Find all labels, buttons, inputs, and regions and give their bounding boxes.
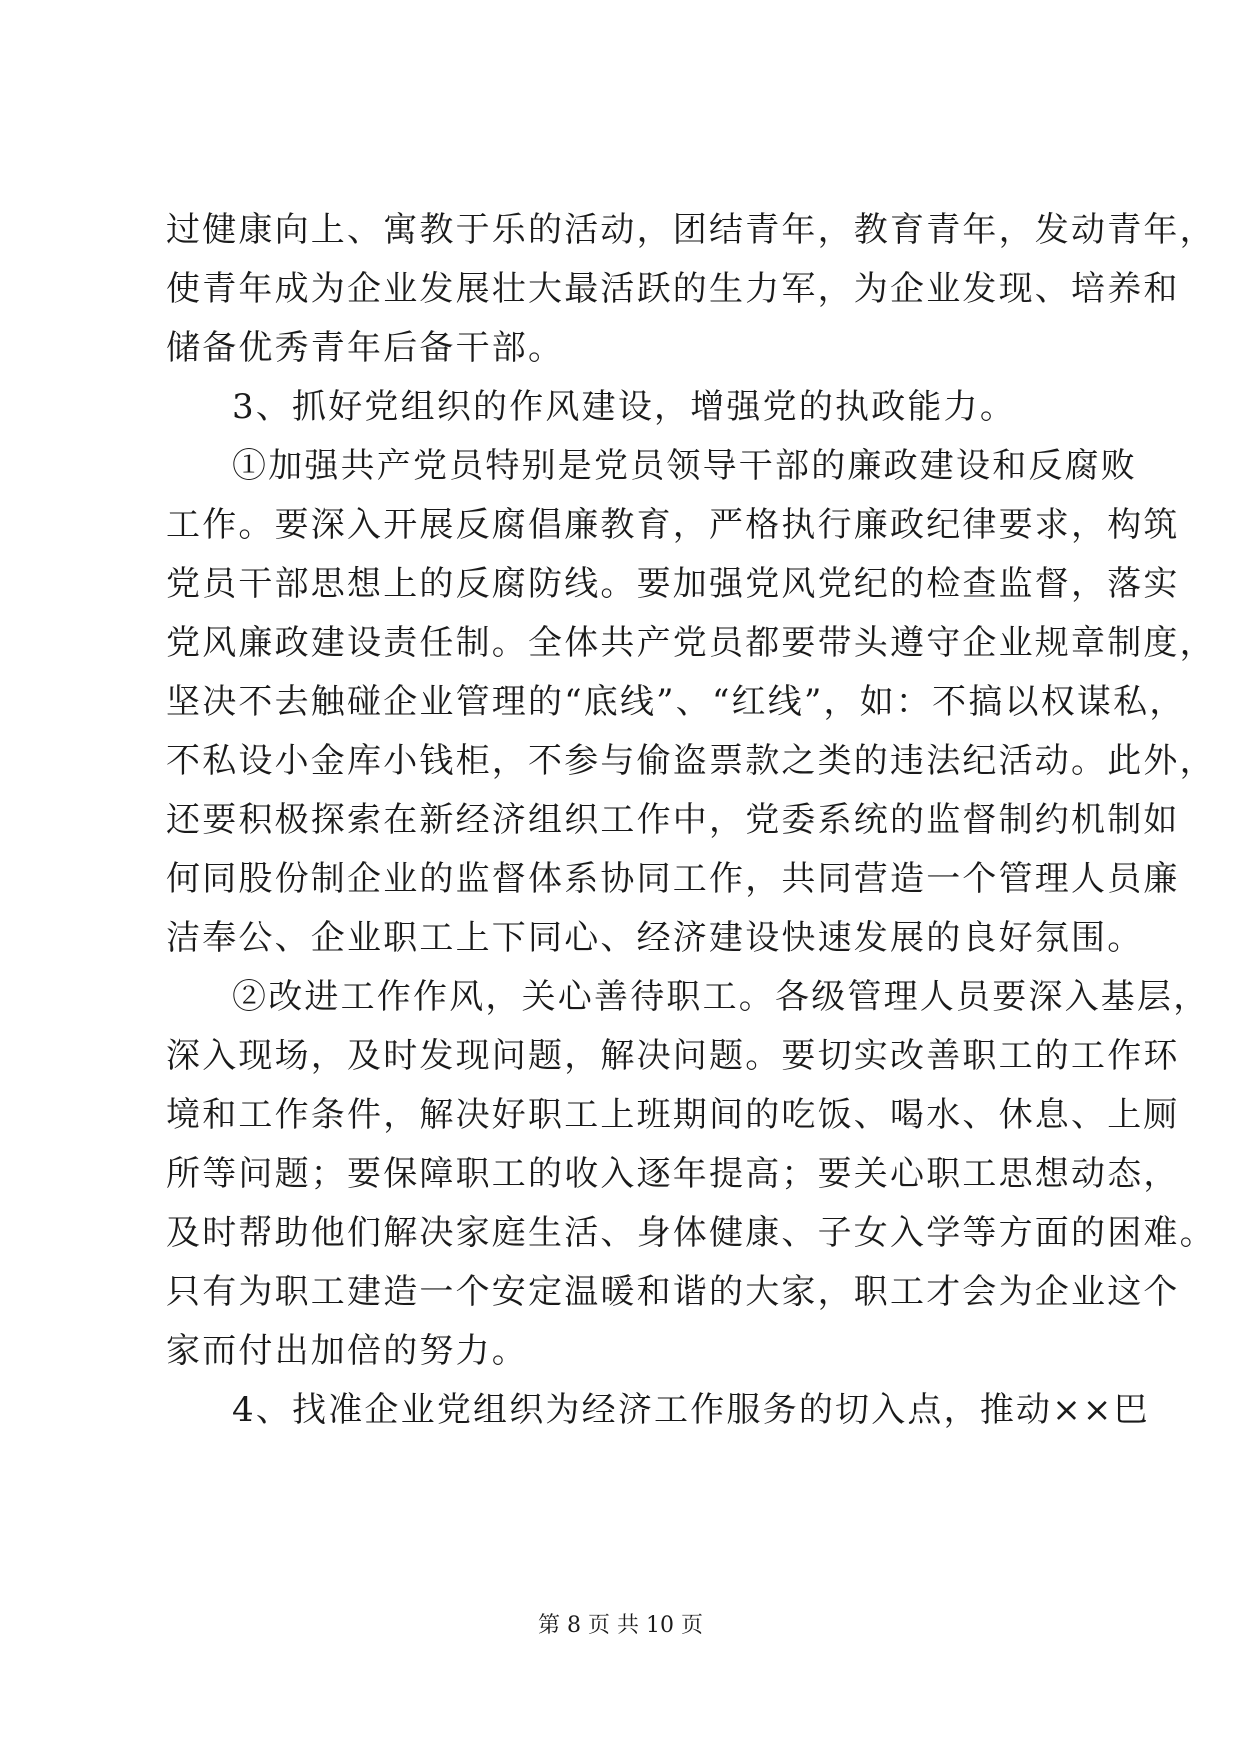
body-text-line: 境和工作条件，解决好职工上班期间的吃饭、喝水、休息、上厕 [166,1095,1180,1135]
body-text-line: 还要积极探索在新经济组织工作中，党委系统的监督制约机制如 [166,800,1180,840]
section-heading: 4、找准企业党组织为经济工作服务的切入点，推动××巴 [232,1390,1150,1430]
page-number-footer: 第 8 页 共 10 页 [538,1613,703,1638]
body-text-line: 储备优秀青年后备干部。 [166,328,565,368]
body-text-line: 过健康向上、寓教于乐的活动，团结青年，教育青年，发动青年， [166,210,1216,250]
body-text-line: 工作。要深入开展反腐倡廉教育，严格执行廉政纪律要求，构筑 [166,505,1180,545]
body-text-line: 所等问题；要保障职工的收入逐年提高；要关心职工思想动态， [166,1154,1180,1194]
body-text-line: ②改进工作作风，关心善待职工。各级管理人员要深入基层， [232,977,1210,1017]
section-heading: 3、抓好党组织的作风建设，增强党的执政能力。 [232,387,1017,427]
body-text-line: 深入现场，及时发现问题，解决问题。要切实改善职工的工作环 [166,1036,1180,1076]
body-text-line: 坚决不去触碰企业管理的“底线”、“红线”，如：不搞以权谋私， [166,682,1186,722]
body-text-line: 不私设小金库小钱柜，不参与偷盗票款之类的违法纪活动。此外， [166,741,1216,781]
body-text-line: 党员干部思想上的反腐防线。要加强党风党纪的检查监督，落实 [166,564,1180,604]
body-text-line: 及时帮助他们解决家庭生活、身体健康、子女入学等方面的困难。 [166,1213,1216,1253]
body-text-line: 党风廉政建设责任制。全体共产党员都要带头遵守企业规章制度， [166,623,1216,663]
body-text-line: ①加强共产党员特别是党员领导干部的廉政建设和反腐败 [232,446,1137,486]
body-text-line: 何同股份制企业的监督体系协同工作，共同营造一个管理人员廉 [166,859,1180,899]
body-text-line: 使青年成为企业发展壮大最活跃的生力军，为企业发现、培养和 [166,269,1180,309]
body-text-line: 只有为职工建造一个安定温暖和谐的大家，职工才会为企业这个 [166,1272,1180,1312]
body-text-line: 家而付出加倍的努力。 [166,1331,528,1371]
body-text-line: 洁奉公、企业职工上下同心、经济建设快速发展的良好氛围。 [166,918,1144,958]
